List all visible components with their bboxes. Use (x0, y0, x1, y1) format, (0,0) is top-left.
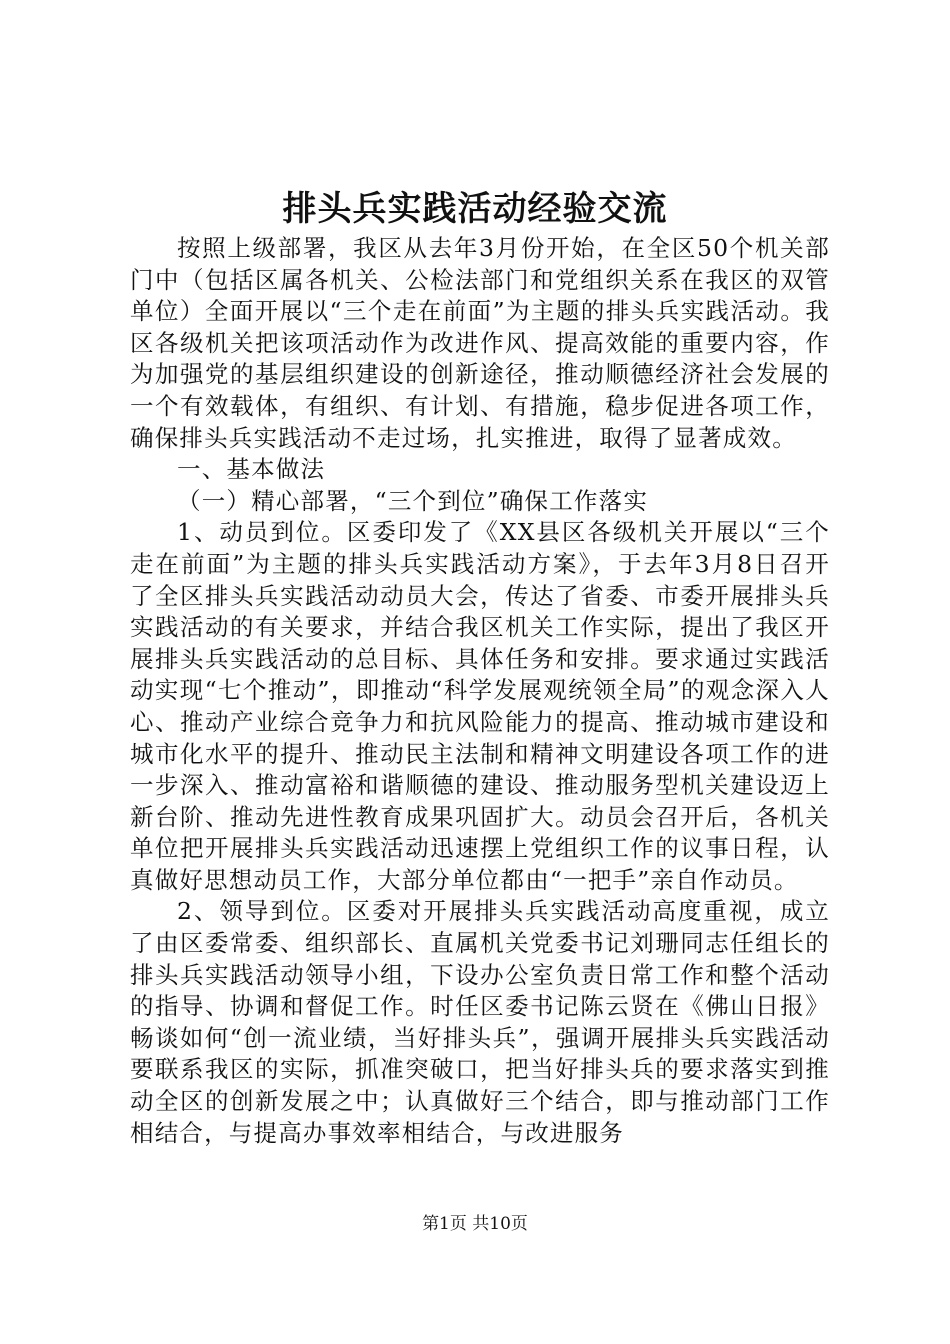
paragraph-mobilization: 1、动员到位。区委印发了《XX县区各级机关开展以“三个走在前面”为主题的排头兵实践活动方案》，于去年3月8日召开了全区排头兵实践活动动员大会，传达了省委、市委开展排头兵实践活动的有关要求，并结合我区机关工作实际，提出了我区开展排头兵实践活动的总目标、具体任务和安排。要求通过实践活动实现“七个推动”，即推动“科学发展观统领全局”的观念深入人心、推动产业综合竞争力和抗风险能力的提高、推动城市建设和城市化水平的提升、推动民主法制和精神文明建设各项工作的进一步深入、推动富裕和谐顺德的建设、推动服务型机关建设迈上新台阶、推动先进性教育成果巩固扩大。动员会召开后，各机关单位把开展排头兵实践活动迅速摆上党组织工作的议事日程，认真做好思想动员工作，大部分单位都由“一把手”亲自作动员。 (130, 518, 830, 894)
section-heading-basic-methods: 一、基本做法 (177, 455, 326, 484)
document-body (130, 233, 830, 1149)
page-footer: 第1页 共10页 (422, 1214, 528, 1234)
paragraph-intro: 按照上级部署，我区从去年3月份开始，在全区50个机关部门中（包括区属各机关、公检法部门和党组织关系在我区的双管单位）全面开展以“三个走在前面”为主题的排头兵实践活动。我区各级机关把该项活动作为改进作风、提高效能的重要内容，作为加强党的基层组织建设的创新途径，推动顺德经济社会发展的一个有效载体，有组织、有计划、有措施，稳步促进各项工作，确保排头兵实践活动不走过场，扎实推进，取得了显著成效。 (130, 234, 830, 452)
document-title: 排头兵实践活动经验交流 (282, 189, 668, 229)
paragraph-leadership: 2、领导到位。区委对开展排头兵实践活动高度重视，成立了由区委常委、组织部长、直属机关党委书记刘珊同志任组长的排头兵实践活动领导小组，下设办公室负责日常工作和整个活动的指导、协调和督促工作。时任区委书记陈云贤在《佛山日报》畅谈如何“创一流业绩，当好排头兵”，强调开展排头兵实践活动要联系我区的实际，抓准突破口，把当好排头兵的要求落实到推动全区的创新发展之中；认真做好三个结合，即与推动部门工作相结合，与提高办事效率相结合，与改进服务 (130, 897, 830, 1147)
subsection-heading-careful-deployment: （一）精心部署，“三个到位”确保工作落实 (177, 486, 649, 515)
